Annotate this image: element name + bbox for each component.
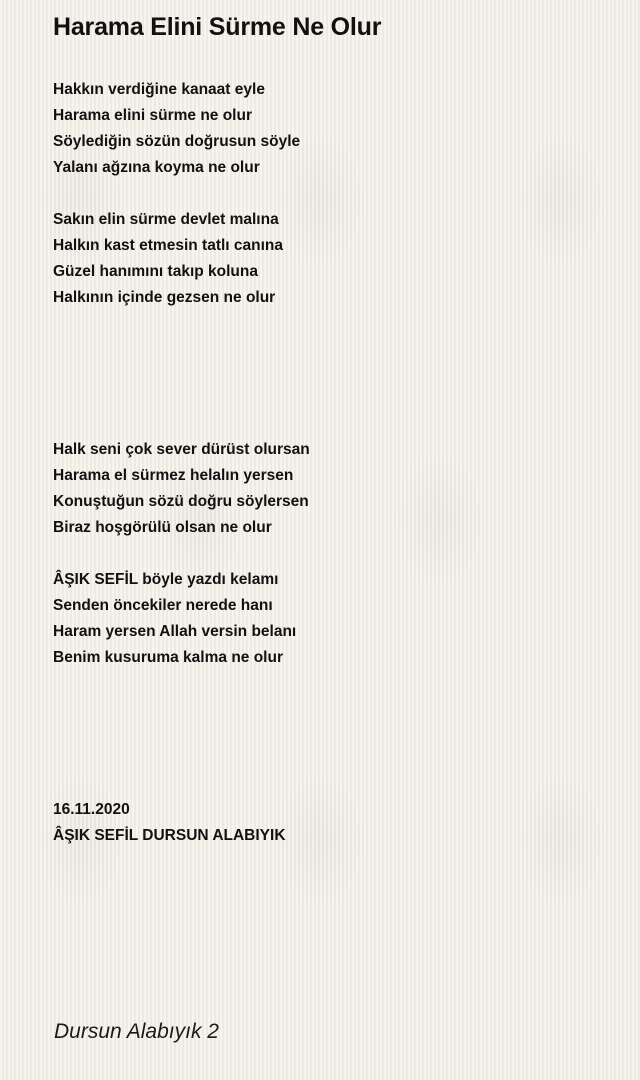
poem-meta xyxy=(53,797,286,849)
poem-title: Harama Elini Sürme Ne Olur xyxy=(53,13,382,41)
poem-line: Harama el sürmez helalın yersen xyxy=(53,467,294,484)
poem-line: Halkının içinde gezsen ne olur xyxy=(53,289,276,306)
poem-line: ÂŞIK SEFİL böyle yazdı kelamı xyxy=(53,571,279,588)
poem-line: Sakın elin sürme devlet malına xyxy=(53,211,279,228)
poem-line: Güzel hanımını takıp koluna xyxy=(53,263,258,280)
poem-line: Harama elini sürme ne olur xyxy=(53,107,252,124)
poem-line: Halk seni çok sever dürüst olursan xyxy=(53,441,310,458)
poem-line: Söylediğin sözün doğrusun söyle xyxy=(53,133,301,150)
poem-line: Hakkın verdiğine kanaat eyle xyxy=(53,81,265,98)
poem-author: ÂŞIK SEFİL DURSUN ALABIYIK xyxy=(53,827,286,844)
poem-line: Konuştuğun sözü doğru söylersen xyxy=(53,493,309,510)
poem-line: Haram yersen Allah versin belanı xyxy=(53,623,297,640)
poem-line: Yalanı ağzına koyma ne olur xyxy=(53,159,260,176)
stanza-2 xyxy=(53,207,283,311)
poem-line: Halkın kast etmesin tatlı canına xyxy=(53,237,284,254)
stanza-1 xyxy=(53,77,300,181)
signature: Dursun Alabıyık 2 xyxy=(54,1020,219,1043)
poem-date: 16.11.2020 xyxy=(53,801,130,818)
poem-line: Benim kusuruma kalma ne olur xyxy=(53,649,283,666)
stanza-4 xyxy=(53,567,296,671)
poem-line: Biraz hoşgörülü olsan ne olur xyxy=(53,519,272,536)
poem-line: Senden öncekiler nerede hanı xyxy=(53,597,273,614)
stanza-3 xyxy=(53,437,310,541)
